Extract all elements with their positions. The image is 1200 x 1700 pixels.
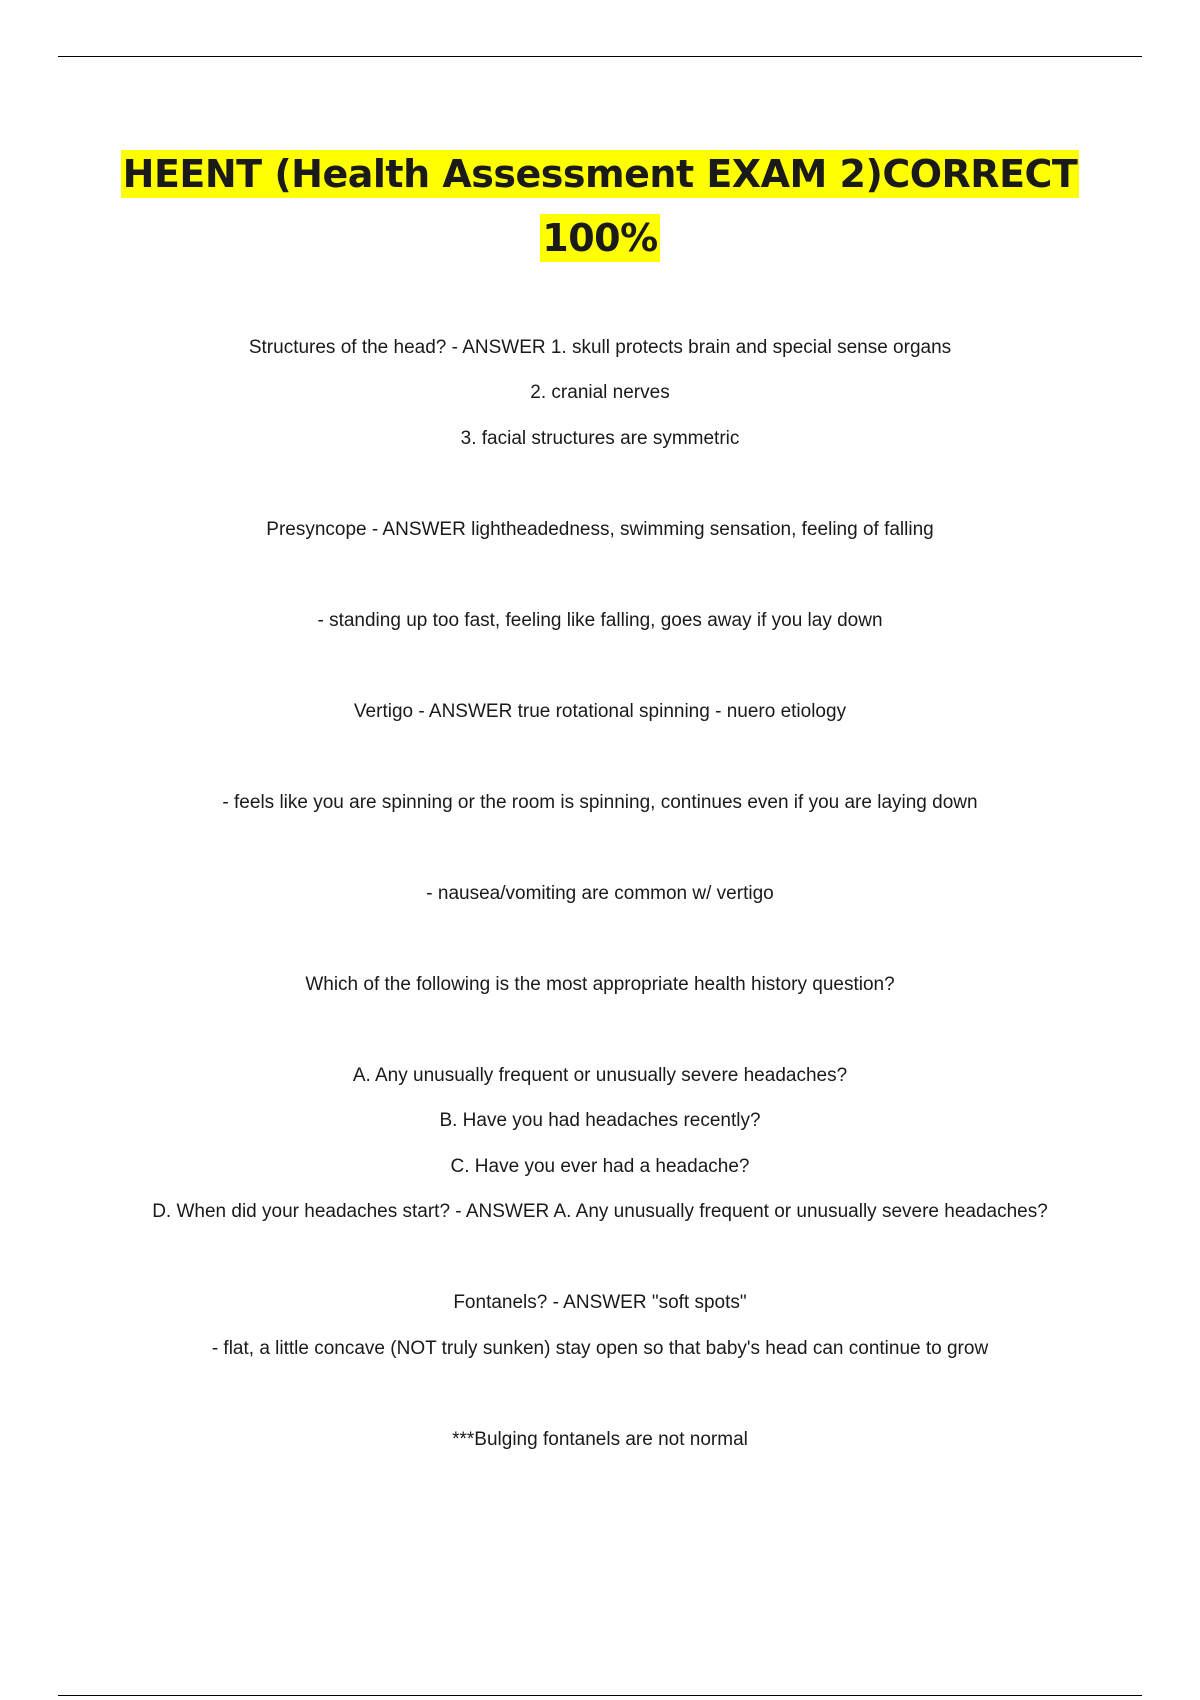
text-line-cranial-nerves: 2. cranial nerves <box>530 382 670 403</box>
text-line-presyncope: Presyncope - ANSWER lightheadedness, swimming sensation, feeling of falling <box>266 519 934 540</box>
text-line-fontanels: Fontanels? - ANSWER "soft spots" <box>453 1292 747 1313</box>
text-line-option-a: A. Any unusually frequent or unusually severe headaches? <box>352 1065 848 1086</box>
text-line-option-b: B. Have you had headaches recently? <box>439 1110 761 1131</box>
header-rule <box>58 56 1142 57</box>
text-line-fontanels-detail: - flat, a little concave (NOT truly sunken) stay open so that baby's head can continue to grow <box>211 1338 989 1359</box>
footer-rule <box>58 1695 1142 1696</box>
text-line-vertigo: Vertigo - ANSWER true rotational spinning - nuero etiology <box>353 701 847 722</box>
title-line-2: 100% <box>542 216 658 260</box>
text-line-bulging-fontanels: ***Bulging fontanels are not normal <box>452 1429 748 1450</box>
text-line-presyncope-detail: - standing up too fast, feeling like falling, goes away if you lay down <box>317 610 883 631</box>
text-line-vertigo-detail: - feels like you are spinning or the room is spinning, continues even if you are laying down <box>222 792 978 813</box>
text-line-option-c: C. Have you ever had a headache? <box>450 1156 750 1177</box>
text-line-option-d: D. When did your headaches start? - ANSWER A. Any unusually frequent or unusually severe headaches? <box>152 1201 1048 1222</box>
title-line-1: HEENT (Health Assessment EXAM 2)CORRECT <box>122 152 1078 196</box>
text-line-vertigo-nausea: - nausea/vomiting are common w/ vertigo <box>426 883 774 904</box>
document-title <box>0 142 1200 270</box>
text-line-facial-structures: 3. facial structures are symmetric <box>460 428 740 449</box>
text-line-question: Which of the following is the most appropriate health history question? <box>305 974 895 995</box>
text-line-structures-head: Structures of the head? - ANSWER 1. skull protects brain and special sense organs <box>248 337 952 358</box>
